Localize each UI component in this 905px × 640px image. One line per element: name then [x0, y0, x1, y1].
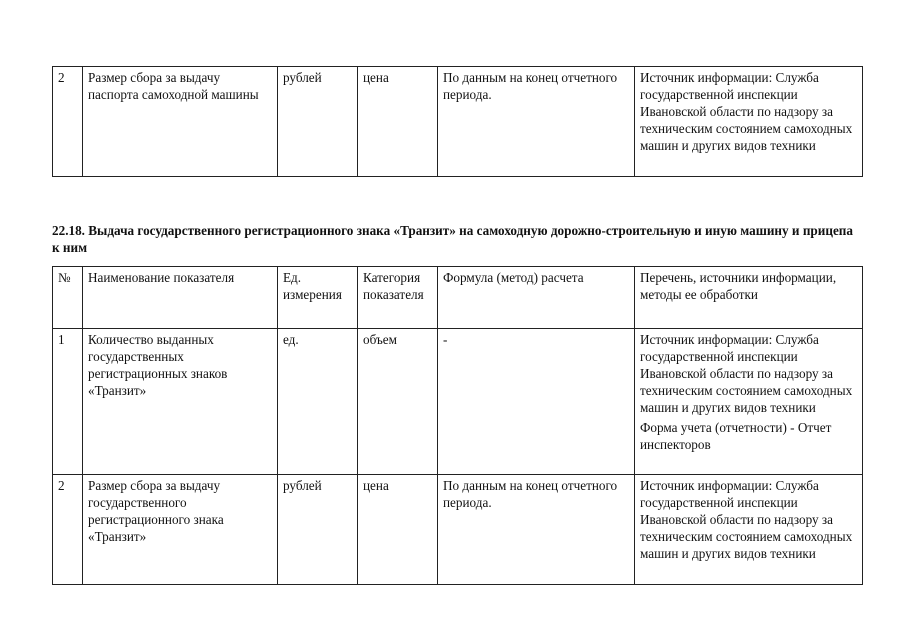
- table-header-row: [53, 267, 863, 329]
- cell-formula: По данным на конец отчетного периода.: [438, 67, 635, 177]
- cell-unit: рублей: [278, 475, 358, 585]
- cell-source: Источник информации: Служба государственной инспекции Ивановской области по надзору за техническим состоянием самоходных машин и других видов техники: [635, 67, 863, 177]
- cell-formula: -: [438, 329, 635, 475]
- table-row: [53, 475, 863, 585]
- cell-category: цена: [358, 475, 438, 585]
- cell-num: 2: [53, 67, 83, 177]
- cell-indicator-name: Размер сбора за выдачу государственного регистрационного знака «Транзит»: [83, 475, 278, 585]
- table-row: [53, 329, 863, 475]
- section-title: 22.18. Выдача государственного регистрационного знака «Транзит» на самоходную дорожно-строительную и иную машину и прицепа к ним: [52, 223, 853, 255]
- cell-indicator-name: Количество выданных государственных регистрационных знаков «Транзит»: [83, 329, 278, 475]
- cell-num: 2: [53, 475, 83, 585]
- source-text: Источник информации: Служба государственной инспекции Ивановской области по надзору за техническим состоянием самоходных машин и других видов техники: [640, 332, 853, 415]
- cell-unit: ед.: [278, 329, 358, 475]
- cell-indicator-name: Размер сбора за выдачу паспорта самоходной машины: [83, 67, 278, 177]
- header-unit: Ед. измерения: [278, 267, 358, 329]
- reporting-form-text: Форма учета (отчетности) - Отчет инспекторов: [640, 420, 832, 452]
- indicator-table: [52, 266, 863, 585]
- cell-unit: рублей: [278, 67, 358, 177]
- cell-category: объем: [358, 329, 438, 475]
- header-num: №: [53, 267, 83, 329]
- table-row: [53, 67, 863, 177]
- cell-category: цена: [358, 67, 438, 177]
- cell-num: 1: [53, 329, 83, 475]
- header-name: Наименование показателя: [83, 267, 278, 329]
- indicator-table-continued: [52, 66, 863, 177]
- cell-formula: По данным на конец отчетного периода.: [438, 475, 635, 585]
- header-category: Категория показателя: [358, 267, 438, 329]
- header-source: Перечень, источники информации, методы ее обработки: [635, 267, 863, 329]
- header-formula: Формула (метод) расчета: [438, 267, 635, 329]
- cell-source: [635, 329, 863, 475]
- cell-source: Источник информации: Служба государственной инспекции Ивановской области по надзору за техническим состоянием самоходных машин и других видов техники: [635, 475, 863, 585]
